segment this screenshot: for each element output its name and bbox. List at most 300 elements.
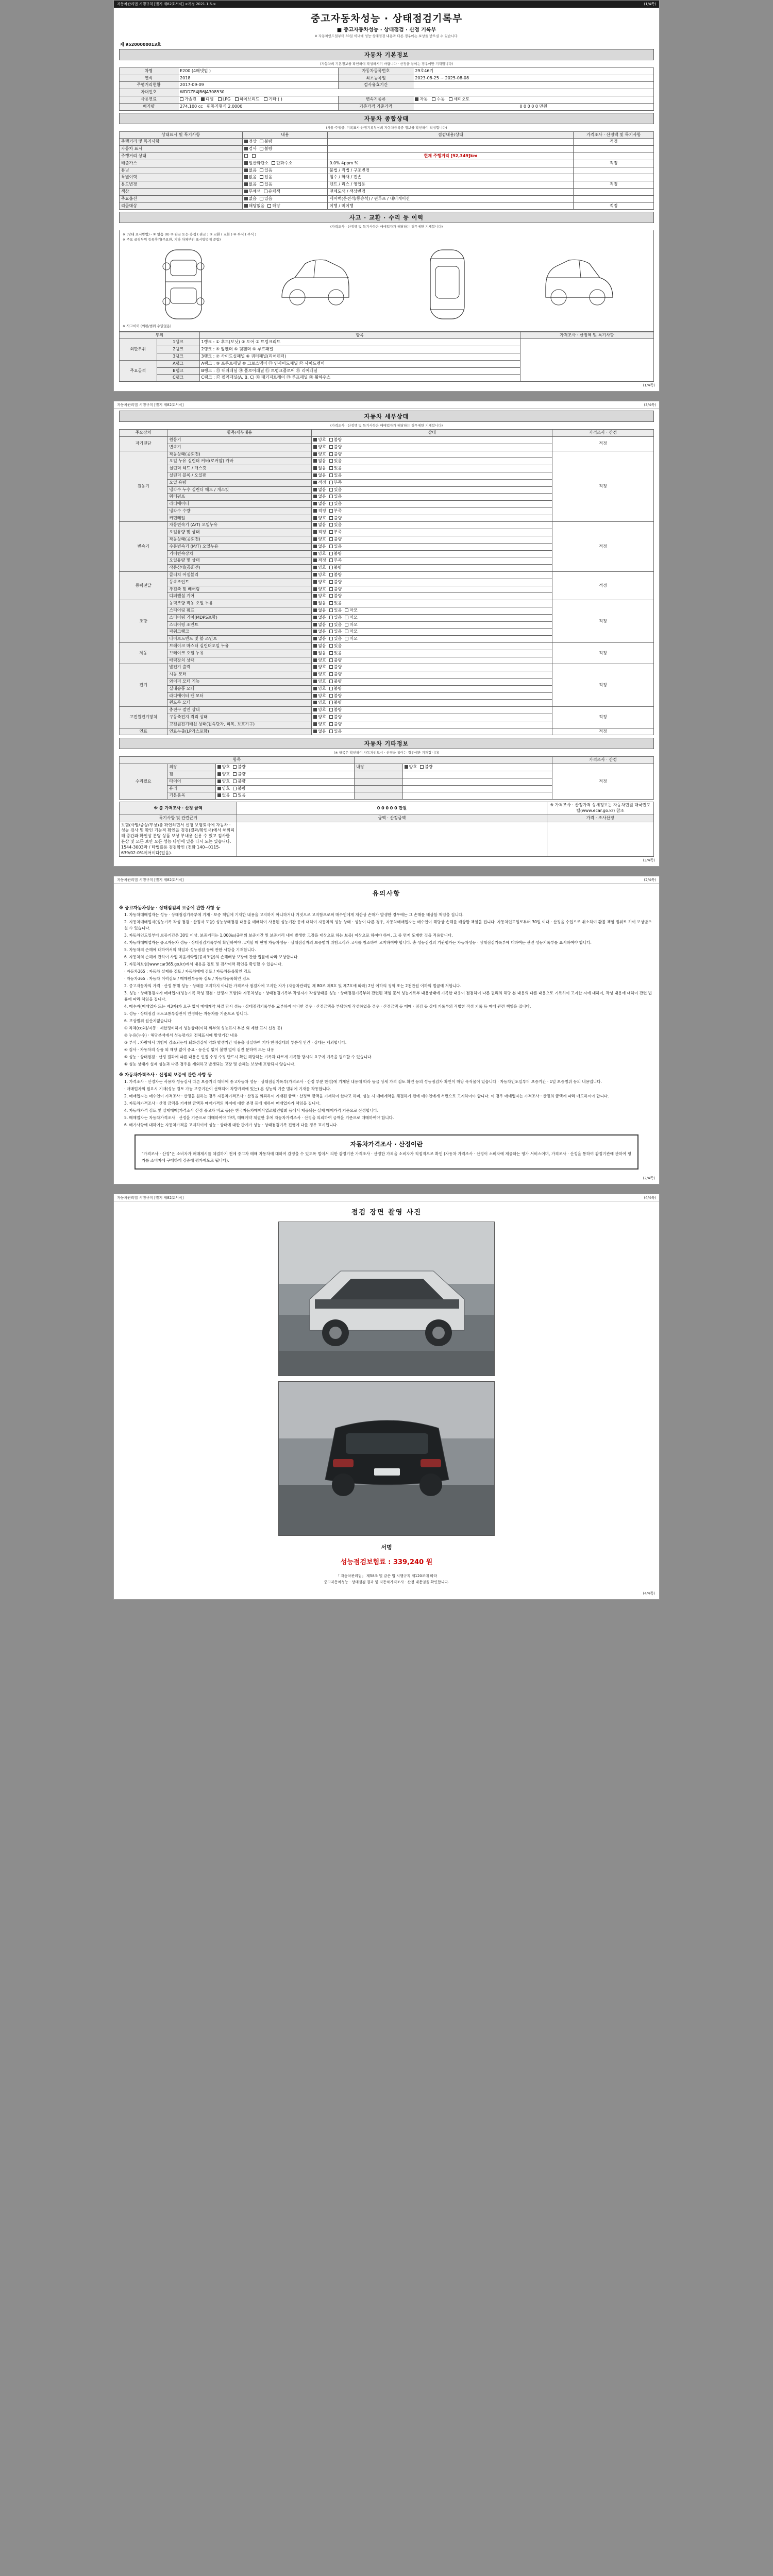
check-option[interactable]: 없음 <box>313 466 326 471</box>
checkbox-icon[interactable] <box>313 730 317 733</box>
fuel-option-hybrid[interactable] <box>235 97 260 103</box>
checkbox-icon[interactable] <box>244 182 248 186</box>
check-option[interactable]: 있음 <box>260 168 272 174</box>
check-option[interactable]: 무채색 <box>244 189 261 195</box>
checkbox-icon[interactable] <box>329 708 333 711</box>
checkbox-icon[interactable] <box>329 601 333 605</box>
checkbox-icon[interactable] <box>329 530 333 534</box>
check-option[interactable]: 불량 <box>329 551 342 557</box>
check-option[interactable]: 양호 <box>405 765 417 770</box>
checkbox-icon[interactable] <box>180 97 183 101</box>
check-option[interactable]: 불량 <box>329 715 342 720</box>
check-option[interactable]: 불량 <box>329 693 342 699</box>
checkbox-icon[interactable] <box>345 637 348 640</box>
checkbox-icon[interactable] <box>313 495 317 498</box>
detail-item-options[interactable] <box>312 543 552 550</box>
overall-row-options[interactable] <box>242 139 328 146</box>
check-option[interactable]: 불량 <box>233 786 245 792</box>
check-option[interactable]: 해당 <box>267 204 280 209</box>
checkbox-icon[interactable] <box>420 765 424 769</box>
checkbox-icon[interactable] <box>313 566 317 569</box>
check-option[interactable]: 양호 <box>313 452 326 457</box>
etc-item-options[interactable] <box>215 792 355 800</box>
checkbox-icon[interactable] <box>233 772 237 776</box>
checkbox-icon[interactable] <box>313 481 317 484</box>
checkbox-icon[interactable] <box>329 623 333 626</box>
check-option[interactable]: 있음 <box>260 175 272 180</box>
detail-item-options[interactable] <box>312 472 552 479</box>
etc-item-options-2[interactable] <box>402 764 552 771</box>
checkbox-icon[interactable] <box>217 787 221 790</box>
check-option[interactable]: 불량 <box>329 658 342 664</box>
check-option[interactable]: 양호 <box>313 565 326 571</box>
checkbox-icon[interactable] <box>313 658 317 662</box>
etc-item-options-2[interactable] <box>402 792 552 800</box>
detail-item-options[interactable] <box>312 643 552 650</box>
detail-item-options[interactable] <box>312 444 552 451</box>
check-option[interactable]: 마모 <box>345 615 357 621</box>
check-option[interactable]: 양호 <box>217 765 230 770</box>
etc-item-options[interactable] <box>215 785 355 792</box>
checkbox-icon[interactable] <box>329 594 333 598</box>
etc-item-options-2[interactable] <box>402 778 552 785</box>
check-option[interactable]: 없음 <box>244 196 257 202</box>
check-option[interactable]: 있음 <box>260 182 272 188</box>
checkbox-icon[interactable] <box>329 715 333 719</box>
check-option[interactable]: 불량 <box>260 146 272 152</box>
etc-item-options[interactable] <box>215 764 355 771</box>
checkbox-icon[interactable] <box>313 502 317 505</box>
checkbox-icon[interactable] <box>313 687 317 690</box>
check-option[interactable]: 없음 <box>313 643 326 649</box>
check-option[interactable]: 없음 <box>313 544 326 550</box>
check-option[interactable]: 불량 <box>329 707 342 713</box>
detail-item-options[interactable] <box>312 565 552 572</box>
detail-item-options[interactable] <box>312 650 552 657</box>
check-option[interactable]: 있음 <box>260 196 272 202</box>
checkbox-icon[interactable] <box>313 722 317 726</box>
check-option[interactable]: 있음 <box>329 622 342 628</box>
check-option[interactable]: 없음 <box>313 494 326 500</box>
checkbox-icon[interactable] <box>329 516 333 520</box>
checkbox-icon[interactable] <box>260 140 263 143</box>
check-option[interactable]: 불량 <box>329 700 342 706</box>
check-option[interactable]: 없음 <box>313 636 326 642</box>
checkbox-icon[interactable] <box>313 623 317 626</box>
check-option[interactable]: 없음 <box>313 487 326 493</box>
checkbox-icon[interactable] <box>244 204 248 208</box>
check-option[interactable] <box>252 154 257 159</box>
checkbox-icon[interactable] <box>313 552 317 555</box>
detail-item-options[interactable] <box>312 629 552 636</box>
checkbox-icon[interactable] <box>260 175 263 179</box>
detail-item-options[interactable] <box>312 479 552 486</box>
checkbox-icon[interactable] <box>329 658 333 662</box>
checkbox-icon[interactable] <box>345 608 348 612</box>
check-option[interactable]: 불량 <box>329 665 342 670</box>
checkbox-icon[interactable] <box>329 722 333 726</box>
detail-item-options[interactable] <box>312 721 552 728</box>
checkbox-icon[interactable] <box>329 537 333 541</box>
check-option[interactable]: 양호 <box>313 679 326 685</box>
overall-row-options[interactable] <box>242 174 328 181</box>
check-option[interactable]: 부족 <box>329 509 342 514</box>
detail-item-options[interactable] <box>312 714 552 721</box>
checkbox-icon[interactable] <box>252 154 256 158</box>
detail-item-options[interactable] <box>312 486 552 494</box>
check-option[interactable]: 불량 <box>329 437 342 443</box>
checkbox-icon[interactable] <box>329 481 333 484</box>
check-option[interactable]: 있음 <box>329 601 342 606</box>
check-option[interactable]: 없음 <box>313 608 326 614</box>
detail-item-options[interactable] <box>312 501 552 508</box>
checkbox-icon[interactable] <box>345 630 348 633</box>
detail-item-options[interactable] <box>312 494 552 501</box>
check-option[interactable]: 일산화탄소 <box>244 161 269 166</box>
detail-item-options[interactable] <box>312 692 552 700</box>
detail-item-options[interactable] <box>312 529 552 536</box>
detail-item-options[interactable] <box>312 607 552 615</box>
check-option[interactable]: 불량 <box>329 722 342 727</box>
check-option[interactable]: 없음 <box>313 501 326 507</box>
checkbox-icon[interactable] <box>313 637 317 640</box>
checkbox-icon[interactable] <box>329 680 333 683</box>
check-option[interactable]: 있음 <box>329 487 342 493</box>
trans-option-semi[interactable] <box>449 97 469 103</box>
checkbox-icon[interactable] <box>329 644 333 648</box>
check-option[interactable]: 없음 <box>313 629 326 635</box>
checkbox-icon[interactable] <box>329 558 333 562</box>
checkbox-icon[interactable] <box>329 630 333 633</box>
checkbox-icon[interactable] <box>313 680 317 683</box>
check-option[interactable]: 있음 <box>329 608 342 614</box>
check-option[interactable]: 불량 <box>329 572 342 578</box>
detail-item-options[interactable] <box>312 614 552 621</box>
check-option[interactable]: 없음 <box>313 651 326 656</box>
checkbox-icon[interactable] <box>329 438 333 442</box>
checkbox-icon[interactable] <box>244 161 248 165</box>
checkbox-icon[interactable] <box>313 473 317 477</box>
checkbox-icon[interactable] <box>201 97 205 101</box>
check-option[interactable]: 해당없음 <box>244 204 265 209</box>
detail-item-options[interactable] <box>312 436 552 444</box>
checkbox-icon[interactable] <box>415 97 418 101</box>
checkbox-icon[interactable] <box>313 580 317 584</box>
checkbox-icon[interactable] <box>235 97 239 101</box>
checkbox-icon[interactable] <box>244 175 248 179</box>
checkbox-icon[interactable] <box>313 516 317 520</box>
checkbox-icon[interactable] <box>313 601 317 605</box>
detail-item-options[interactable] <box>312 572 552 579</box>
checkbox-icon[interactable] <box>313 644 317 648</box>
checkbox-icon[interactable] <box>233 793 237 797</box>
check-option[interactable]: 있음 <box>329 466 342 471</box>
check-option[interactable]: 불량 <box>329 445 342 450</box>
detail-item-options[interactable] <box>312 621 552 629</box>
fuel-option-diesel[interactable] <box>201 97 213 103</box>
detail-item-options[interactable] <box>312 451 552 458</box>
checkbox-icon[interactable] <box>244 197 248 200</box>
check-option[interactable]: 양호 <box>313 516 326 521</box>
check-option[interactable]: 불량 <box>329 537 342 543</box>
check-option[interactable]: 있음 <box>329 501 342 507</box>
checkbox-icon[interactable] <box>329 573 333 577</box>
check-option[interactable]: 마모 <box>345 622 357 628</box>
checkbox-icon[interactable] <box>329 452 333 456</box>
checkbox-icon[interactable] <box>329 523 333 527</box>
check-option[interactable]: 양호 <box>313 551 326 557</box>
checkbox-icon[interactable] <box>329 587 333 591</box>
checkbox-icon[interactable] <box>260 182 263 186</box>
checkbox-icon[interactable] <box>313 438 317 442</box>
checkbox-icon[interactable] <box>449 97 452 101</box>
checkbox-icon[interactable] <box>313 715 317 719</box>
check-option[interactable]: 탄화수소 <box>272 161 292 166</box>
check-option[interactable]: 유채색 <box>264 189 280 195</box>
detail-item-options[interactable] <box>312 550 552 557</box>
checkbox-icon[interactable] <box>329 580 333 584</box>
check-option[interactable]: 마모 <box>345 636 357 642</box>
detail-item-options[interactable] <box>312 557 552 565</box>
check-option[interactable]: 양호 <box>313 580 326 585</box>
checkbox-icon[interactable] <box>233 765 237 769</box>
detail-item-options[interactable] <box>312 728 552 735</box>
checkbox-icon[interactable] <box>313 573 317 577</box>
etc-item-options[interactable] <box>215 771 355 778</box>
checkbox-icon[interactable] <box>267 204 271 208</box>
checkbox-icon[interactable] <box>272 161 275 165</box>
checkbox-icon[interactable] <box>313 537 317 541</box>
check-option[interactable]: 없음 <box>313 522 326 528</box>
checkbox-icon[interactable] <box>329 495 333 498</box>
checkbox-icon[interactable] <box>313 708 317 711</box>
checkbox-icon[interactable] <box>244 140 248 143</box>
checkbox-icon[interactable] <box>313 594 317 598</box>
detail-item-options[interactable] <box>312 600 552 607</box>
fuel-option-gasoline[interactable] <box>180 97 196 103</box>
trans-option-manual[interactable] <box>432 97 444 103</box>
check-option[interactable]: 있음 <box>329 459 342 464</box>
checkbox-icon[interactable] <box>313 545 317 548</box>
check-option[interactable]: 불량 <box>329 452 342 457</box>
checkbox-icon[interactable] <box>329 672 333 676</box>
check-option[interactable]: 없음 <box>244 168 257 174</box>
checkbox-icon[interactable] <box>313 466 317 470</box>
check-option[interactable]: 양호 <box>313 707 326 713</box>
checkbox-icon[interactable] <box>233 779 237 783</box>
check-option[interactable]: 양호 <box>313 658 326 664</box>
check-option[interactable]: 적정 <box>313 509 326 514</box>
overall-row-options[interactable] <box>242 152 328 160</box>
checkbox-icon[interactable] <box>329 509 333 513</box>
checkbox-icon[interactable] <box>313 530 317 534</box>
checkbox-icon[interactable] <box>329 466 333 470</box>
check-option[interactable]: 불량 <box>260 139 272 145</box>
checkbox-icon[interactable] <box>313 651 317 655</box>
checkbox-icon[interactable] <box>329 687 333 690</box>
checkbox-icon[interactable] <box>217 779 221 783</box>
checkbox-icon[interactable] <box>329 566 333 569</box>
detail-item-options[interactable] <box>312 507 552 515</box>
check-option[interactable]: 정상 <box>244 139 257 145</box>
checkbox-icon[interactable] <box>260 147 263 150</box>
check-option[interactable]: 적정 <box>313 480 326 486</box>
check-option[interactable]: 양호 <box>313 537 326 543</box>
check-option[interactable]: 양호 <box>313 722 326 727</box>
check-option[interactable]: 있음 <box>329 636 342 642</box>
checkbox-icon[interactable] <box>244 154 248 158</box>
check-option[interactable]: 양호 <box>313 686 326 692</box>
check-option[interactable]: 있음 <box>329 629 342 635</box>
check-option[interactable]: 있음 <box>329 494 342 500</box>
check-option[interactable]: 부족 <box>329 558 342 564</box>
checkbox-icon[interactable] <box>329 665 333 669</box>
overall-row-options[interactable] <box>242 181 328 189</box>
checkbox-icon[interactable] <box>313 665 317 669</box>
check-option[interactable]: 불량 <box>233 765 245 770</box>
check-option[interactable]: 부족 <box>329 480 342 486</box>
checkbox-icon[interactable] <box>329 502 333 505</box>
check-option[interactable]: 불량 <box>329 679 342 685</box>
checkbox-icon[interactable] <box>345 623 348 626</box>
checkbox-icon[interactable] <box>244 168 248 172</box>
check-option[interactable]: 없음 <box>244 175 257 180</box>
detail-item-options[interactable] <box>312 536 552 544</box>
checkbox-icon[interactable] <box>313 523 317 527</box>
check-option[interactable]: 양호 <box>217 786 230 792</box>
check-option[interactable]: 양호 <box>217 772 230 777</box>
checkbox-icon[interactable] <box>260 168 263 172</box>
checkbox-icon[interactable] <box>329 730 333 733</box>
checkbox-icon[interactable] <box>260 197 263 200</box>
checkbox-icon[interactable] <box>329 552 333 555</box>
check-option[interactable]: 없음 <box>244 182 257 188</box>
detail-item-options[interactable] <box>312 671 552 679</box>
detail-item-options[interactable] <box>312 679 552 686</box>
overall-row-options[interactable] <box>242 146 328 153</box>
check-option[interactable]: 양호 <box>313 693 326 699</box>
detail-item-options[interactable] <box>312 685 552 692</box>
etc-item-options-2[interactable] <box>402 785 552 792</box>
check-option[interactable]: 불량 <box>329 587 342 592</box>
fuel-option-etc[interactable] <box>264 97 282 103</box>
check-option[interactable]: 없음 <box>313 615 326 621</box>
check-option[interactable]: 불량 <box>233 779 245 785</box>
checkbox-icon[interactable] <box>313 459 317 463</box>
checkbox-icon[interactable] <box>329 473 333 477</box>
check-option[interactable]: 없음 <box>313 459 326 464</box>
check-option[interactable]: 불량 <box>329 594 342 599</box>
checkbox-icon[interactable] <box>329 701 333 704</box>
check-option[interactable]: 양호 <box>217 779 230 785</box>
checkbox-icon[interactable] <box>313 488 317 492</box>
check-option[interactable]: 불량 <box>329 686 342 692</box>
detail-item-options[interactable] <box>312 700 552 707</box>
check-option[interactable]: 검사 <box>244 146 257 152</box>
checkbox-icon[interactable] <box>329 445 333 449</box>
detail-item-options[interactable] <box>312 657 552 664</box>
etc-item-options[interactable] <box>215 778 355 785</box>
checkbox-icon[interactable] <box>329 616 333 619</box>
checkbox-icon[interactable] <box>313 608 317 612</box>
check-option[interactable]: 있음 <box>329 643 342 649</box>
check-option[interactable]: 있음 <box>329 522 342 528</box>
checkbox-icon[interactable] <box>329 637 333 640</box>
check-option[interactable]: 양호 <box>313 665 326 670</box>
check-option[interactable]: 적정 <box>313 530 326 535</box>
detail-item-options[interactable] <box>312 664 552 671</box>
checkbox-icon[interactable] <box>244 190 248 193</box>
fuel-options[interactable] <box>178 96 339 103</box>
checkbox-icon[interactable] <box>313 452 317 456</box>
checkbox-icon[interactable] <box>313 587 317 591</box>
checkbox-icon[interactable] <box>217 793 221 797</box>
check-option[interactable]: 없음 <box>313 729 326 735</box>
check-option[interactable]: 불량 <box>420 765 432 770</box>
overall-row-options[interactable] <box>242 160 328 167</box>
check-option[interactable]: 양호 <box>313 715 326 720</box>
detail-item-options[interactable] <box>312 458 552 465</box>
overall-row-options[interactable] <box>242 202 328 210</box>
checkbox-icon[interactable] <box>329 545 333 548</box>
check-option[interactable]: 마모 <box>345 629 357 635</box>
check-option[interactable]: 양호 <box>313 437 326 443</box>
check-option[interactable]: 없음 <box>313 473 326 479</box>
detail-item-options[interactable] <box>312 593 552 600</box>
etc-item-options-2[interactable] <box>402 771 552 778</box>
checkbox-icon[interactable] <box>218 97 222 101</box>
checkbox-icon[interactable] <box>313 616 317 619</box>
detail-item-options[interactable] <box>312 586 552 593</box>
detail-item-options[interactable] <box>312 707 552 714</box>
check-option[interactable]: 불량 <box>329 672 342 677</box>
detail-item-options[interactable] <box>312 465 552 472</box>
check-option[interactable]: 양호 <box>313 445 326 450</box>
check-option[interactable]: 적정 <box>313 558 326 564</box>
check-option[interactable]: 있음 <box>329 615 342 621</box>
check-option[interactable]: 양호 <box>313 587 326 592</box>
check-option[interactable] <box>244 154 249 159</box>
overall-row-options[interactable] <box>242 167 328 174</box>
checkbox-icon[interactable] <box>217 765 221 769</box>
check-option[interactable]: 없음 <box>313 622 326 628</box>
check-option[interactable]: 있음 <box>329 729 342 735</box>
transmission-options[interactable] <box>413 96 654 103</box>
checkbox-icon[interactable] <box>313 672 317 676</box>
check-option[interactable]: 양호 <box>313 700 326 706</box>
checkbox-icon[interactable] <box>264 97 267 101</box>
check-option[interactable]: 부족 <box>329 530 342 535</box>
detail-item-options[interactable] <box>312 579 552 586</box>
check-option[interactable]: 불량 <box>329 565 342 571</box>
detail-item-options[interactable] <box>312 515 552 522</box>
check-option[interactable]: 불량 <box>329 580 342 585</box>
check-option[interactable]: 있음 <box>233 793 245 799</box>
detail-item-options[interactable] <box>312 636 552 643</box>
trans-option-auto[interactable] <box>415 97 427 103</box>
checkbox-icon[interactable] <box>329 608 333 612</box>
checkbox-icon[interactable] <box>264 190 267 193</box>
detail-item-options[interactable] <box>312 522 552 529</box>
check-option[interactable]: 없음 <box>313 601 326 606</box>
checkbox-icon[interactable] <box>244 147 248 150</box>
check-option[interactable]: 없음 <box>217 793 230 799</box>
checkbox-icon[interactable] <box>313 630 317 633</box>
check-option[interactable]: 있음 <box>329 544 342 550</box>
fuel-option-lpg[interactable] <box>218 97 230 103</box>
overall-row-options[interactable] <box>242 195 328 202</box>
check-option[interactable]: 불량 <box>233 772 245 777</box>
